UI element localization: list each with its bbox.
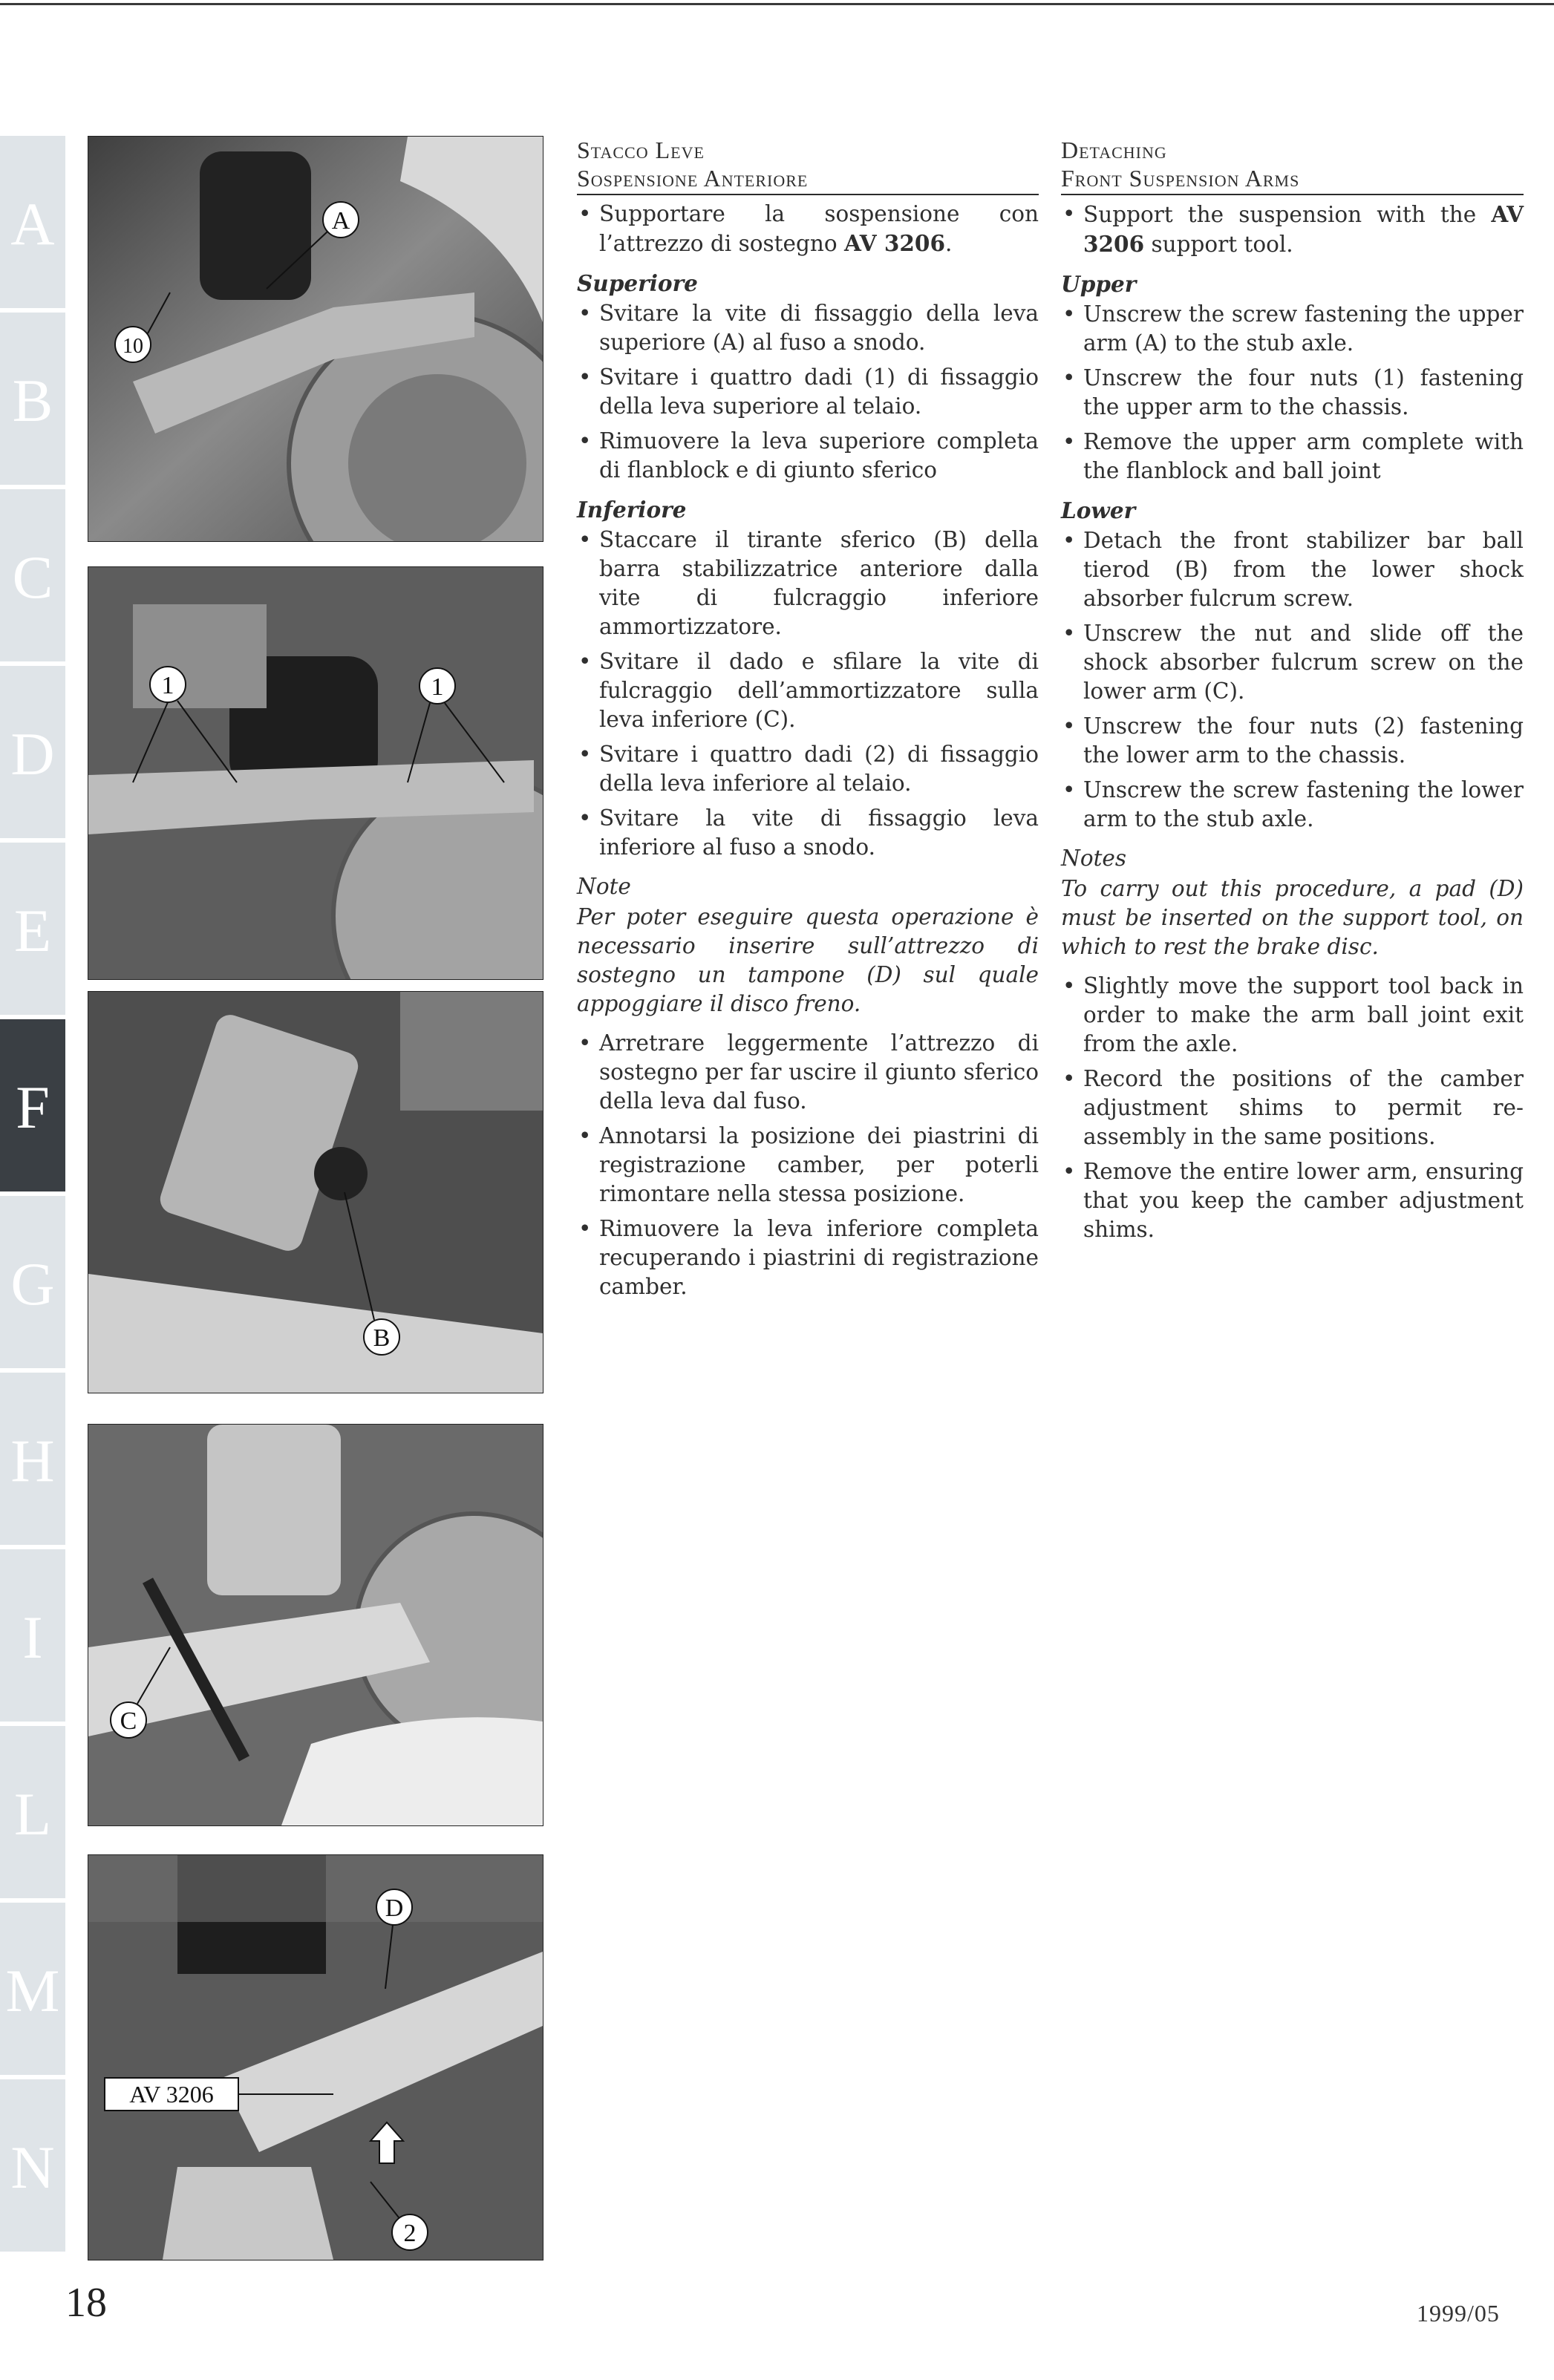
svg-text:2: 2 (403, 2220, 417, 2247)
tab-label: N (10, 2134, 55, 2201)
list-item: • Support the suspension with the AV 3206 support tool. (1061, 200, 1524, 259)
list-item: • Svitare il dado e sfilare la vite di fulcraggio dell’ammortizzatore sulla leva inferiore (C). (577, 647, 1039, 734)
subheading-upper: Superiore (577, 270, 698, 296)
photo-support-tool (88, 1854, 543, 2260)
svg-text:10: 10 (123, 335, 143, 358)
top-rule (0, 3, 1554, 5)
svg-text:C: C (120, 1707, 137, 1735)
list-item: • Unscrew the nut and slide off the shock absorber fulcrum screw on the lower arm (C). (1061, 619, 1524, 706)
subheading-upper: Upper (1061, 271, 1137, 297)
tab-i[interactable] (0, 1549, 65, 1722)
list-item: • Supportare la sospensione con l’attrezzo di sostegno AV 3206. (577, 200, 1039, 258)
list-item: • Slightly move the support tool back in order to make the arm ball joint exit from the axle. (1061, 972, 1524, 1059)
list-item: • Svitare la vite di fissaggio della leva superiore (A) al fuso a snodo. (577, 299, 1039, 357)
title-line: Front Suspension Arms (1061, 165, 1300, 192)
tab-label: F (16, 1073, 50, 1141)
note-text: To carry out this procedure, a pad (D) must be inserted on the support tool, on which to rest the brake disc. (1061, 876, 1524, 959)
photo-stabilizer-tierod (88, 991, 543, 1393)
list-item: • Svitare i quattro dadi (1) di fissaggio della leva superiore al telaio. (577, 363, 1039, 421)
page-number: 18 (65, 2280, 107, 2326)
list-item: • Arretrare leggermente l’attrezzo di sostegno per far uscire il giunto sferico della leva dal fuso. (577, 1029, 1039, 1116)
tab-label: I (22, 1603, 43, 1671)
photo-lower-arm-fulcrum (88, 1424, 543, 1826)
tab-label: C (12, 543, 53, 611)
svg-text:D: D (385, 1894, 404, 1922)
subheading-lower: Lower (1061, 497, 1136, 523)
title-line: Stacco Leve (577, 137, 705, 163)
english-column (1061, 136, 1524, 1250)
photo-upper-arm (88, 136, 543, 542)
list-item: • Unscrew the screw fastening the upper arm (A) to the stub axle. (1061, 300, 1524, 358)
title-line: Detaching (1061, 137, 1167, 163)
tab-d[interactable] (0, 666, 65, 838)
list-item: • Annotarsi la posizione dei piastrini di registrazione camber, per poterli rimontare nella stessa posizione. (577, 1122, 1039, 1209)
list-item: • Remove the entire lower arm, ensuring that you keep the camber adjustment shims. (1061, 1157, 1524, 1244)
page-date: 1999/05 (1417, 2300, 1500, 2327)
tab-label: D (10, 720, 55, 788)
list-item: • Record the positions of the camber adjustment shims to permit re-assembly in the same positions. (1061, 1065, 1524, 1151)
tab-c[interactable] (0, 489, 65, 661)
tab-m[interactable] (0, 1903, 65, 2075)
list-item: • Staccare il tirante sferico (B) della barra stabilizzatrice anteriore dalla vite di fulcraggio inferiore ammortizzatore. (577, 526, 1039, 641)
tab-n[interactable] (0, 2079, 65, 2252)
svg-text:1: 1 (161, 672, 174, 699)
tab-label: E (13, 897, 52, 964)
list-item: • Unscrew the screw fastening the lower arm to the stub axle. (1061, 776, 1524, 834)
svg-text:1: 1 (431, 673, 444, 701)
list-item: • Unscrew the four nuts (1) fastening the upper arm to the chassis. (1061, 364, 1524, 422)
subheading-lower: Inferiore (577, 497, 687, 523)
title-line: Sospensione Anteriore (577, 165, 809, 192)
photo-upper-arm-nuts (88, 566, 543, 980)
section-tabs (0, 136, 65, 2256)
tab-label: B (12, 367, 53, 434)
svg-text:AV 3206: AV 3206 (129, 2081, 214, 2108)
note-text: Per poter eseguire questa operazione è necessario inserire sull’attrezzo di sostegno un tampone (D) sul quale appoggiare il disco freno. (577, 904, 1039, 1016)
list-item: • Rimuovere la leva superiore completa di flanblock e di giunto sferico (577, 427, 1039, 485)
tab-label: M (5, 1957, 60, 2024)
list-item: • Svitare la vite di fissaggio leva inferiore al fuso a snodo. (577, 804, 1039, 862)
subheading-note: Notes (1061, 846, 1127, 871)
subheading-note: Note (577, 874, 631, 899)
tab-g[interactable] (0, 1196, 65, 1368)
list-item: • Remove the upper arm complete with the flanblock and ball joint (1061, 428, 1524, 486)
list-item: • Svitare i quattro dadi (2) di fissaggio della leva inferiore al telaio. (577, 740, 1039, 798)
svg-text:B: B (373, 1324, 391, 1352)
tab-l[interactable] (0, 1726, 65, 1898)
list-item: • Unscrew the four nuts (2) fastening the lower arm to the chassis. (1061, 712, 1524, 770)
tab-h[interactable] (0, 1373, 65, 1545)
tab-label: A (10, 190, 55, 258)
italian-title (577, 136, 1039, 195)
tab-e[interactable] (0, 843, 65, 1015)
english-title (1061, 136, 1524, 195)
tab-f[interactable] (0, 1019, 65, 1191)
tab-b[interactable] (0, 313, 65, 485)
tab-label: G (10, 1250, 55, 1318)
svg-text:A: A (331, 207, 350, 235)
italian-column (577, 136, 1039, 1307)
tab-label: H (10, 1427, 55, 1494)
tab-a[interactable] (0, 136, 65, 308)
list-item: • Rimuovere la leva inferiore completa recuperando i piastrini di registrazione camber. (577, 1214, 1039, 1301)
list-item: • Detach the front stabilizer bar ball tierod (B) from the lower shock absorber fulcrum screw. (1061, 526, 1524, 613)
tab-label: L (13, 1780, 52, 1848)
